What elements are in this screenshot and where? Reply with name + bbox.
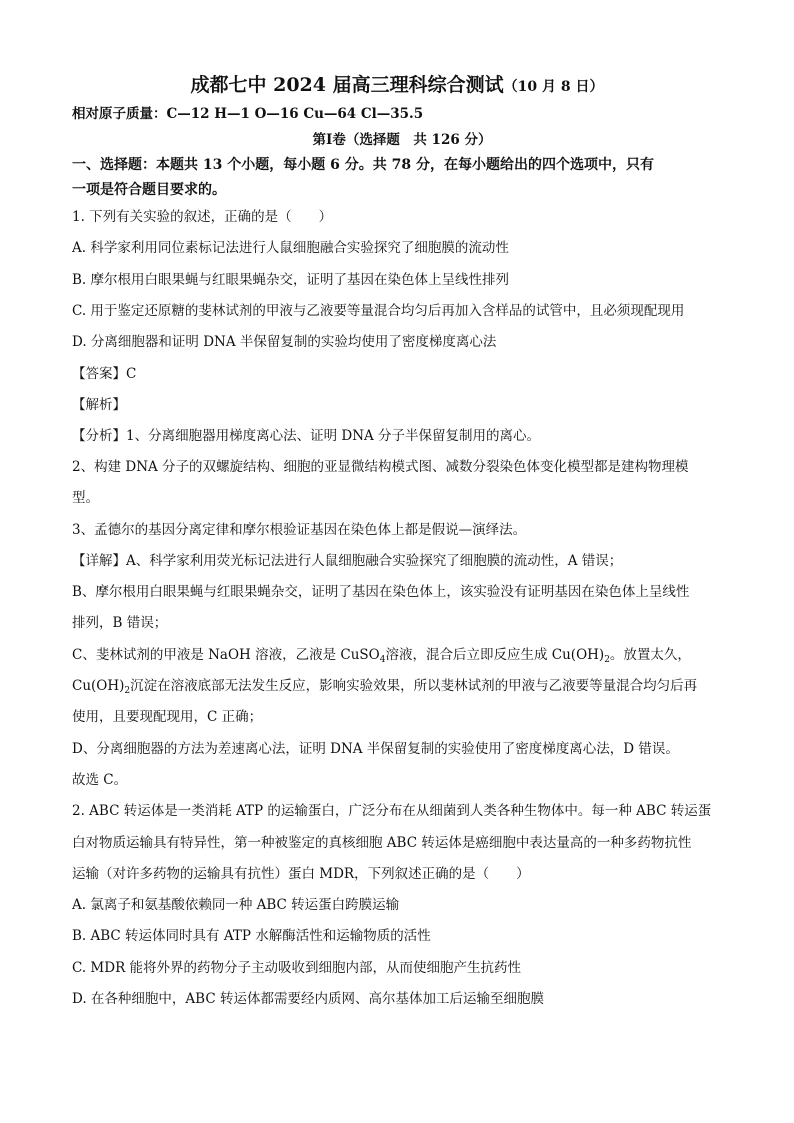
q2-option-c: C. MDR 能将外界的药物分子主动吸收到细胞内部，从而使细胞产生抗药性: [72, 960, 522, 976]
fenxi-point-2b: 型。: [72, 490, 99, 506]
q2-stem-line-3: 运输（对许多药物的运输具有抗性）蛋白 MDR，下列叙述正确的是（ ）: [72, 866, 530, 882]
fenxi-point-2a: 2、构建 DNA 分子的双螺旋结构、细胞的亚显微结构模式图、减数分裂染色体变化模型都是建构物理模: [72, 459, 689, 475]
detail-d-line: D、分离细胞器的方法为差速离心法，证明 DNA 半保留复制的实验使用了密度梯度离心法，D 错误。: [72, 741, 679, 757]
detail-c2-subscript: 2: [124, 686, 131, 696]
q2-stem-line-2: 白对物质运输具有特异性，第一种被鉴定的真核细胞 ABC 转运体是癌细胞中表达量高的一种多药物抗性: [72, 835, 692, 851]
detail-c1-subscript: 4: [379, 655, 386, 665]
detail-c1-part-b: 溶液，混合后立即反应生成 Cu(OH): [385, 647, 605, 663]
detail-b-line-1: B、摩尔根用白眼果蝇与红眼果蝇杂交，证明了基因在染色体上，该实验没有证明基因在染色体上呈线性: [72, 584, 690, 600]
document-title: [0, 70, 794, 97]
q1-answer-line: [72, 364, 732, 384]
atomic-mass-line: 相对原子质量：C—12 H—1 O—16 Cu—64 Cl—35.5: [72, 106, 424, 122]
analysis-tag: 【解析】: [72, 397, 126, 413]
q2-stem-line-1: 2. ABC 转运体是一类消耗 ATP 的运输蛋白，广泛分布在从细菌到人类各种生物体中。每一种 ABC 转运蛋: [72, 803, 712, 819]
detail-c1-subscript-2: 2: [604, 655, 610, 665]
q1-conclusion: 故选 C。: [72, 772, 128, 788]
q2-option-b: B. ABC 转运体同时具有 ATP 水解酶活性和运输物质的活性: [72, 928, 431, 944]
q2-option-d: D. 在各种细胞中，ABC 转运体都需要经内质网、高尔基体加工后运输至细胞膜: [72, 991, 544, 1007]
q1-option-d: D. 分离细胞器和证明 DNA 半保留复制的实验均使用了密度梯度离心法: [72, 334, 497, 350]
detail-c2-part-a: Cu(OH): [72, 678, 125, 694]
detail-line-a: [72, 551, 732, 571]
detail-c-line-2: [72, 676, 732, 696]
q1-option-b: B. 摩尔根用白眼果蝇与红眼果蝇杂交，证明了基因在染色体上呈线性排列: [72, 272, 510, 288]
xiangjie-tag: 【详解】: [72, 553, 126, 569]
fenxi-line-1: [72, 426, 732, 446]
detail-c1-part-a: C、斐林试剂的甲液是 NaOH 溶液，乙液是 CuSO: [72, 647, 380, 663]
detail-a: A、科学家利用荧光标记法进行人鼠细胞融合实验探究了细胞膜的流动性，A 错误；: [126, 553, 623, 569]
fenxi-point-3: 3、孟德尔的基因分离定律和摩尔根验证基因在染色体上都是假说—演绎法。: [72, 522, 527, 538]
fenxi-point-1: 1、分离细胞器用梯度离心法、证明 DNA 分子半保留复制用的离心。: [126, 428, 541, 444]
q1-option-c: C. 用于鉴定还原糖的斐林试剂的甲液与乙液要等量混合均匀后再加入含样品的试管中，且必须现配现用: [72, 303, 685, 319]
title-text: 成都七中 2024 届高三理科综合测试: [190, 74, 504, 96]
q2-option-a: A. 氯离子和氨基酸依赖同一种 ABC 转运蛋白跨膜运输: [72, 897, 400, 913]
q1-stem: 1. 下列有关实验的叙述，正确的是（ ）: [72, 209, 333, 225]
instruction-line-2: 一项是符合题目要求的。: [72, 182, 226, 198]
detail-c-line-1: [72, 645, 732, 665]
detail-c1-part-c: 。放置太久，: [609, 647, 691, 663]
title-date: （10 月 8 日）: [503, 79, 604, 95]
detail-c2-part-b: 沉淀在溶液底部无法发生反应，影响实验效果，所以斐林试剂的甲液与乙液要等量混合均匀后再: [130, 678, 698, 694]
detail-c-line-3: 使用，且要现配现用，C 正确；: [72, 709, 263, 725]
section-heading: 第Ⅰ卷（选择题 共 126 分）: [312, 132, 492, 148]
q1-option-a: A. 科学家利用同位素标记法进行人鼠细胞融合实验探究了细胞膜的流动性: [72, 240, 509, 256]
answer-tag: 【答案】: [72, 366, 126, 382]
instruction-line-1: 一、选择题：本题共 13 个小题，每小题 6 分。共 78 分，在每小题给出的四个选项中，只有: [72, 157, 654, 173]
answer-value: C: [126, 366, 137, 382]
fenxi-tag: 【分析】: [72, 428, 126, 444]
detail-b-line-2: 排列，B 错误；: [72, 615, 168, 631]
